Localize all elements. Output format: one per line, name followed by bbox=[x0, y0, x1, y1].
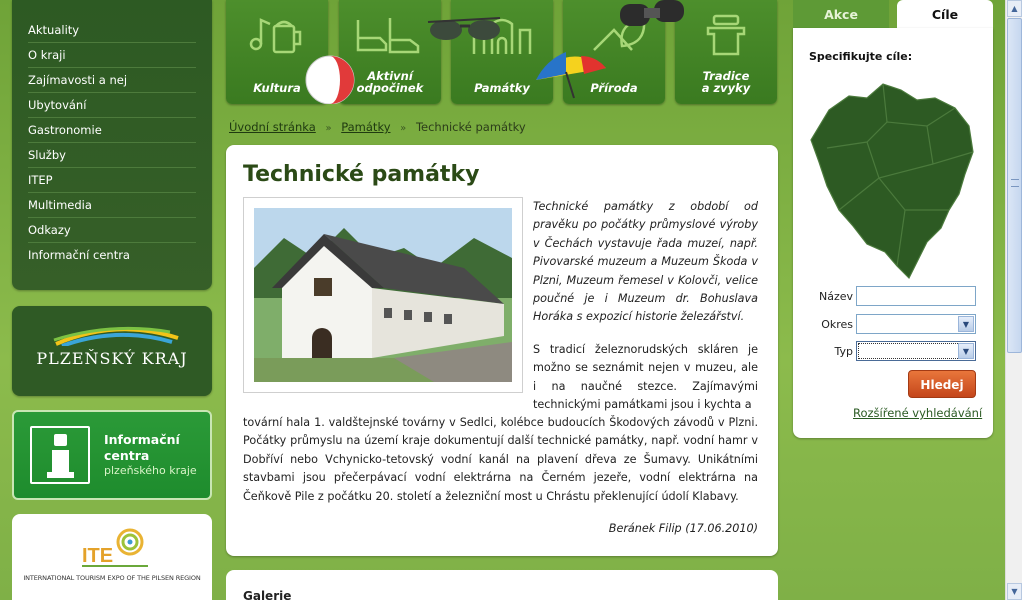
menu-item-multimedia[interactable]: Multimedia bbox=[28, 193, 196, 218]
svg-text:ITE: ITE bbox=[82, 545, 114, 567]
breadcrumb-section-link[interactable]: Památky bbox=[341, 120, 391, 134]
mug-music-icon bbox=[242, 10, 312, 58]
nav-tile-label: Příroda bbox=[590, 81, 638, 95]
plzensky-kraj-logo-arc bbox=[52, 324, 182, 346]
sunglasses-icon bbox=[426, 12, 506, 42]
nazev-label: Název bbox=[818, 290, 853, 303]
umbrella-icon bbox=[526, 40, 616, 100]
chevron-down-icon: ▼ bbox=[958, 316, 974, 332]
info-icon bbox=[30, 426, 90, 484]
beach-ball-icon bbox=[302, 52, 362, 104]
typ-label: Typ bbox=[834, 345, 853, 358]
scroll-down-button[interactable]: ▼ bbox=[1007, 583, 1022, 600]
main-menu bbox=[12, 0, 212, 290]
plzensky-kraj-banner[interactable] bbox=[12, 306, 212, 396]
scroll-up-button[interactable]: ▲ bbox=[1007, 0, 1022, 17]
article-box bbox=[226, 145, 778, 556]
shoes-icon bbox=[350, 10, 430, 58]
article-photo[interactable] bbox=[254, 208, 512, 382]
nav-tile-label: Památky bbox=[474, 81, 530, 95]
advanced-search-link[interactable]: Rozšířené vyhledávání bbox=[853, 406, 983, 420]
ite-tagline: INTERNATIONAL TOURISM EXPO OF THE PILSEN REGION bbox=[23, 574, 201, 582]
chevron-down-icon: ▼ bbox=[958, 343, 974, 359]
nav-tile-label: Kultura bbox=[253, 81, 301, 95]
ite-logo-icon bbox=[80, 526, 150, 570]
hledej-button[interactable]: Hledej bbox=[908, 370, 976, 398]
region-map[interactable] bbox=[809, 82, 977, 282]
menu-item-itep[interactable]: ITEP bbox=[28, 168, 196, 193]
menu-item-o-kraji[interactable]: O kraji bbox=[28, 43, 196, 68]
right-tabs bbox=[793, 0, 993, 28]
nazev-input[interactable] bbox=[856, 286, 976, 306]
category-nav bbox=[226, 0, 778, 104]
left-column bbox=[12, 0, 212, 600]
gallery-box bbox=[226, 570, 778, 600]
nav-tile-label: Tradice a zvyky bbox=[701, 69, 751, 95]
breadcrumb-current: Technické památky bbox=[415, 120, 526, 134]
plzensky-kraj-label: PLZEŇSKÝ KRAJ bbox=[36, 349, 188, 368]
article-author: Beránek Filip (17.06.2010) bbox=[608, 522, 758, 535]
menu-item-gastronomie[interactable]: Gastronomie bbox=[28, 118, 196, 143]
informacni-centra-banner[interactable] bbox=[12, 410, 212, 500]
info-banner-subtitle: plzeňského kraje bbox=[104, 464, 197, 477]
article-paragraph-2a: S tradicí železnorudských skláren je možno se seznámit nejen v muzeu, ale i na naučné stezce. Zajímavými technickými památkami jsou i kychta a bbox=[533, 343, 758, 412]
breadcrumb-home-link[interactable]: Úvodní stránka bbox=[229, 120, 316, 134]
article-paragraph-2b: tovární hala 1. valdštejnské továrny v Sedlci, kolébce budoucích Škodových závodů v Plzni. Počátky průmyslu na území kraje dokumentují další technické památky, např. vodní hamr v Dobříví nebo Vchynicko-tetovský vodní kanál na plavení dřeva ze Šumavy. Unikátními stavbami jsou přečerpávací vodní elektrárna na Černém jezeře, vodní elektrárna na Čeňkově Pile z počátku 20. století a železniční most u Chrástu překlenující údolí Klabavy. bbox=[243, 416, 758, 503]
info-banner-title: Informační centra bbox=[104, 432, 180, 463]
menu-item-ubytovani[interactable]: Ubytování bbox=[28, 93, 196, 118]
menu-item-zajimavosti[interactable]: Zajímavosti a nej bbox=[28, 68, 196, 93]
okres-label: Okres bbox=[821, 318, 853, 331]
menu-item-aktuality[interactable]: Aktuality bbox=[28, 18, 196, 43]
article-intro: Technické památky z období od pravěku po počátky průmyslové výroby v Čechách vystavuje řada muzeí, např. Pivovarské muzeum a Muzeum Škoda v Plzni, Muzeum řemesel v Kolovči, velice poučné je i Muzeum dr. Bohuslava Horáka s expozicí historie železářství. bbox=[533, 200, 758, 324]
menu-item-odkazy[interactable]: Odkazy bbox=[28, 218, 196, 243]
typ-select[interactable] bbox=[856, 341, 976, 361]
gallery-title: Galerie bbox=[243, 589, 292, 600]
tab-cile[interactable]: Cíle bbox=[897, 0, 993, 28]
binoculars-icon bbox=[616, 0, 706, 40]
nav-tile-label: Aktivní odpočinek bbox=[356, 69, 424, 95]
okres-select[interactable] bbox=[856, 314, 976, 334]
scroll-thumb[interactable] bbox=[1007, 18, 1022, 353]
article-photo-frame bbox=[243, 197, 523, 393]
breadcrumb-separator: » bbox=[325, 123, 332, 134]
breadcrumb-separator: » bbox=[400, 123, 407, 134]
menu-item-sluzby[interactable]: Služby bbox=[28, 143, 196, 168]
ite-banner[interactable] bbox=[12, 514, 212, 600]
search-title: Specifikujte cíle: bbox=[809, 50, 913, 63]
breadcrumb bbox=[229, 120, 526, 134]
vertical-scrollbar[interactable] bbox=[1005, 0, 1022, 600]
page-title: Technické památky bbox=[243, 162, 480, 187]
tab-akce[interactable]: Akce bbox=[793, 0, 889, 28]
menu-item-informacni-centra[interactable]: Informační centra bbox=[28, 248, 130, 262]
search-panel bbox=[793, 28, 993, 438]
